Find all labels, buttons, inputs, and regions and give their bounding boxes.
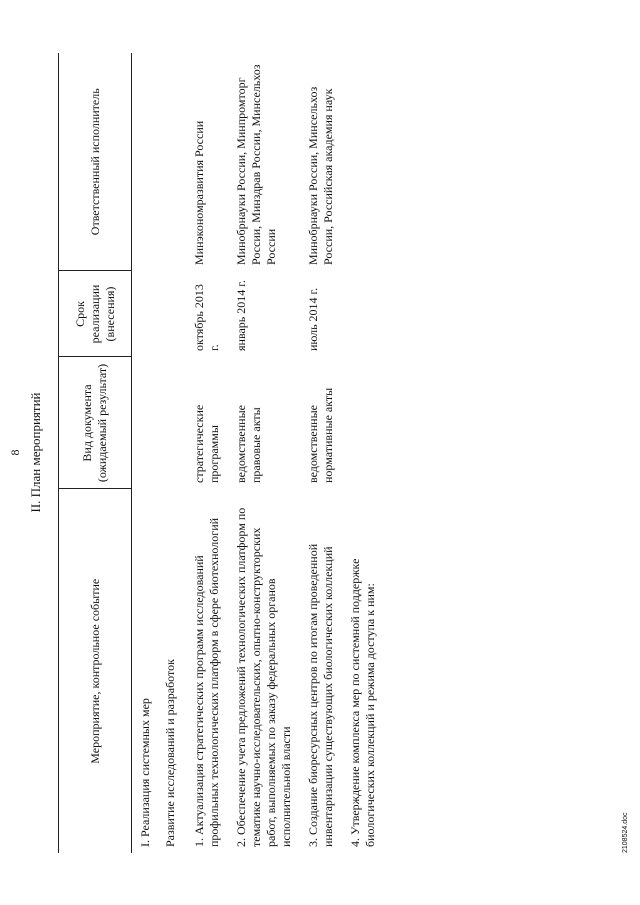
table-row [186, 53, 228, 853]
row-doc-type: ведомственные правовые акты [234, 405, 263, 483]
header-executor: Ответственный исполнитель [59, 53, 132, 271]
page-number: 8 [8, 449, 22, 456]
row-executor: Минобрнауки России, Минпромторг России, Минздрав России, Минсельхоз России [234, 64, 278, 265]
row-doc-type: стратегические программы [192, 404, 221, 483]
table-row [228, 53, 300, 853]
row-event: 3. Создание биоресурсных центров по итогам проведенной инвентаризации существующих биологических коллекций [306, 543, 335, 847]
row-event: 1. Актуализация стратегических программ исследований профильных технологических платформ в сфере биотехнологий [192, 517, 221, 847]
footer-file-code: 2108524.doc [622, 812, 629, 853]
part-title: I. Реализация системных мер [138, 698, 152, 847]
row-deadline: июль 2014 г. [306, 287, 320, 351]
row-deadline: январь 2014 г. [234, 280, 248, 351]
header-doc-type: Вид документа (ожидаемый результат) [59, 357, 132, 489]
row-event: 2. Обеспечение учета предложений технологических платформ по тематике научно-исследовательских, опытно-конструкторских работ, выполняемых по заказу федеральных органов исполнительной власти [234, 507, 293, 847]
action-plan-table [58, 53, 384, 853]
part-title-row [132, 53, 160, 853]
row-deadline [342, 271, 384, 357]
section-title: II. План мероприятий [28, 392, 43, 513]
subsection-title: Развитие исследований и разработок [163, 659, 177, 847]
row-event: 4. Утверждение комплекса мер по системной поддержке биологических коллекций и режима доступа к ним: [348, 558, 377, 847]
header-deadline: Срок реализации (внесения) [59, 271, 132, 357]
row-doc-type [342, 357, 384, 489]
table-row [300, 53, 342, 853]
row-executor: Минэкономразвития России [192, 120, 206, 265]
table-row [342, 53, 384, 853]
row-executor [342, 53, 384, 271]
row-deadline: октябрь 2013 г. [192, 284, 221, 351]
table-header-row [59, 53, 132, 853]
header-event: Мероприятие, контрольное событие [59, 489, 132, 853]
subsection-title-row [159, 53, 186, 853]
row-executor: Минобрнауки России, Минсельхоз России, Российская академия наук [306, 86, 335, 265]
row-doc-type: ведомственные нормативные акты [306, 387, 335, 483]
